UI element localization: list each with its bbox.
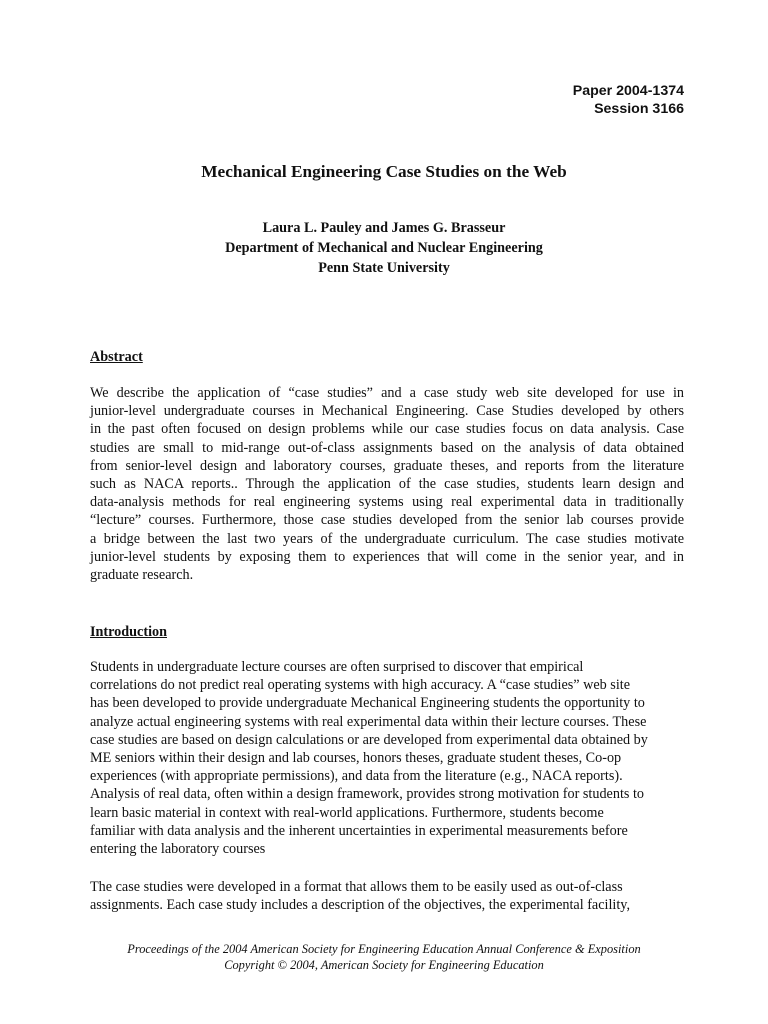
introduction-line: correlations do not predict real operating systems with high accuracy. A “case studies” web site	[90, 677, 631, 694]
introduction-heading: Introduction	[90, 624, 167, 640]
introduction-line: learn basic material in context with real-world applications. Furthermore, students become	[90, 804, 604, 821]
introduction-line: ME seniors within their design and lab courses, honors theses, graduate student theses, Co-op	[90, 749, 622, 766]
paper-identifier	[573, 82, 684, 118]
introduction-line: case studies are based on design calculations or are developed from experimental data obtained by	[90, 731, 648, 748]
introduction-paragraph-2	[90, 878, 684, 914]
introduction-line: has been developed to provide undergraduate Mechanical Engineering students the opportunity to	[90, 695, 645, 712]
introduction-line: familiar with data analysis and the inherent uncertainties in experimental measurements before	[90, 822, 628, 839]
introduction-line: Students in undergraduate lecture courses are often surprised to discover that empirical	[90, 659, 584, 675]
introduction-line: analyze actual engineering systems with real experimental data within their lecture courses. These	[90, 713, 647, 730]
paper-number: Paper 2004-1374	[572, 83, 684, 99]
abstract-heading: Abstract	[90, 349, 143, 365]
abstract-line: graduate research.	[90, 566, 194, 583]
abstract-line: junior-level undergraduate courses in Mechanical Engineering. Case Studies developed by others	[90, 403, 684, 420]
author-department: Department of Mechanical and Nuclear Engineering	[225, 240, 543, 256]
introduction-line: assignments. Each case study includes a description of the objectives, the experimental facility,	[90, 897, 631, 914]
introduction-line: entering the laboratory courses	[90, 840, 266, 857]
session-number: Session 3166	[594, 101, 684, 117]
introduction-paragraph-1	[90, 658, 684, 858]
abstract-line: in the past often focused on design problems while our case studies focus on data analysis. Case	[90, 421, 684, 438]
introduction-line: The case studies were developed in a format that allows them to be easily used as out-of-class	[90, 879, 623, 895]
abstract-line: such as NACA reports.. Through the application of the case studies, students learn design and	[90, 475, 684, 492]
author-block	[0, 218, 768, 278]
abstract-line: studies are small to mid-range out-of-class assignments based on the analysis of data obtained	[90, 439, 684, 456]
paper-title: Mechanical Engineering Case Studies on the Web	[201, 162, 567, 181]
introduction-line: Analysis of real data, often within a design framework, provides strong motivation for students to	[90, 786, 644, 803]
page-footer	[0, 941, 768, 973]
abstract-paragraph	[90, 384, 684, 584]
author-university: Penn State University	[318, 260, 450, 276]
abstract-line: from senior-level design and laboratory courses, graduate theses, and reports from the literature	[90, 457, 684, 474]
footer-copyright: Copyright © 2004, American Society for Engineering Education	[224, 958, 544, 972]
abstract-line: We describe the application of “case studies” and a case study web site developed for use in	[90, 385, 684, 401]
footer-proceedings: Proceedings of the 2004 American Society for Engineering Education Annual Conference & Exposition	[127, 942, 641, 956]
abstract-line: data-analysis methods for real engineering systems using real experimental data in traditionally	[90, 494, 684, 511]
abstract-line: “lecture” courses. Furthermore, those case studies developed from the senior lab courses provide	[90, 512, 684, 529]
introduction-line: experiences (with appropriate permissions), and data from the literature (e.g., NACA reports).	[90, 768, 623, 785]
abstract-line: a bridge between the last two years of the undergraduate curriculum. The case studies motivate	[90, 530, 684, 547]
abstract-line: junior-level students by exposing them to experiences that will come in the senior year, and in	[90, 548, 684, 565]
author-names: Laura L. Pauley and James G. Brasseur	[262, 220, 506, 236]
